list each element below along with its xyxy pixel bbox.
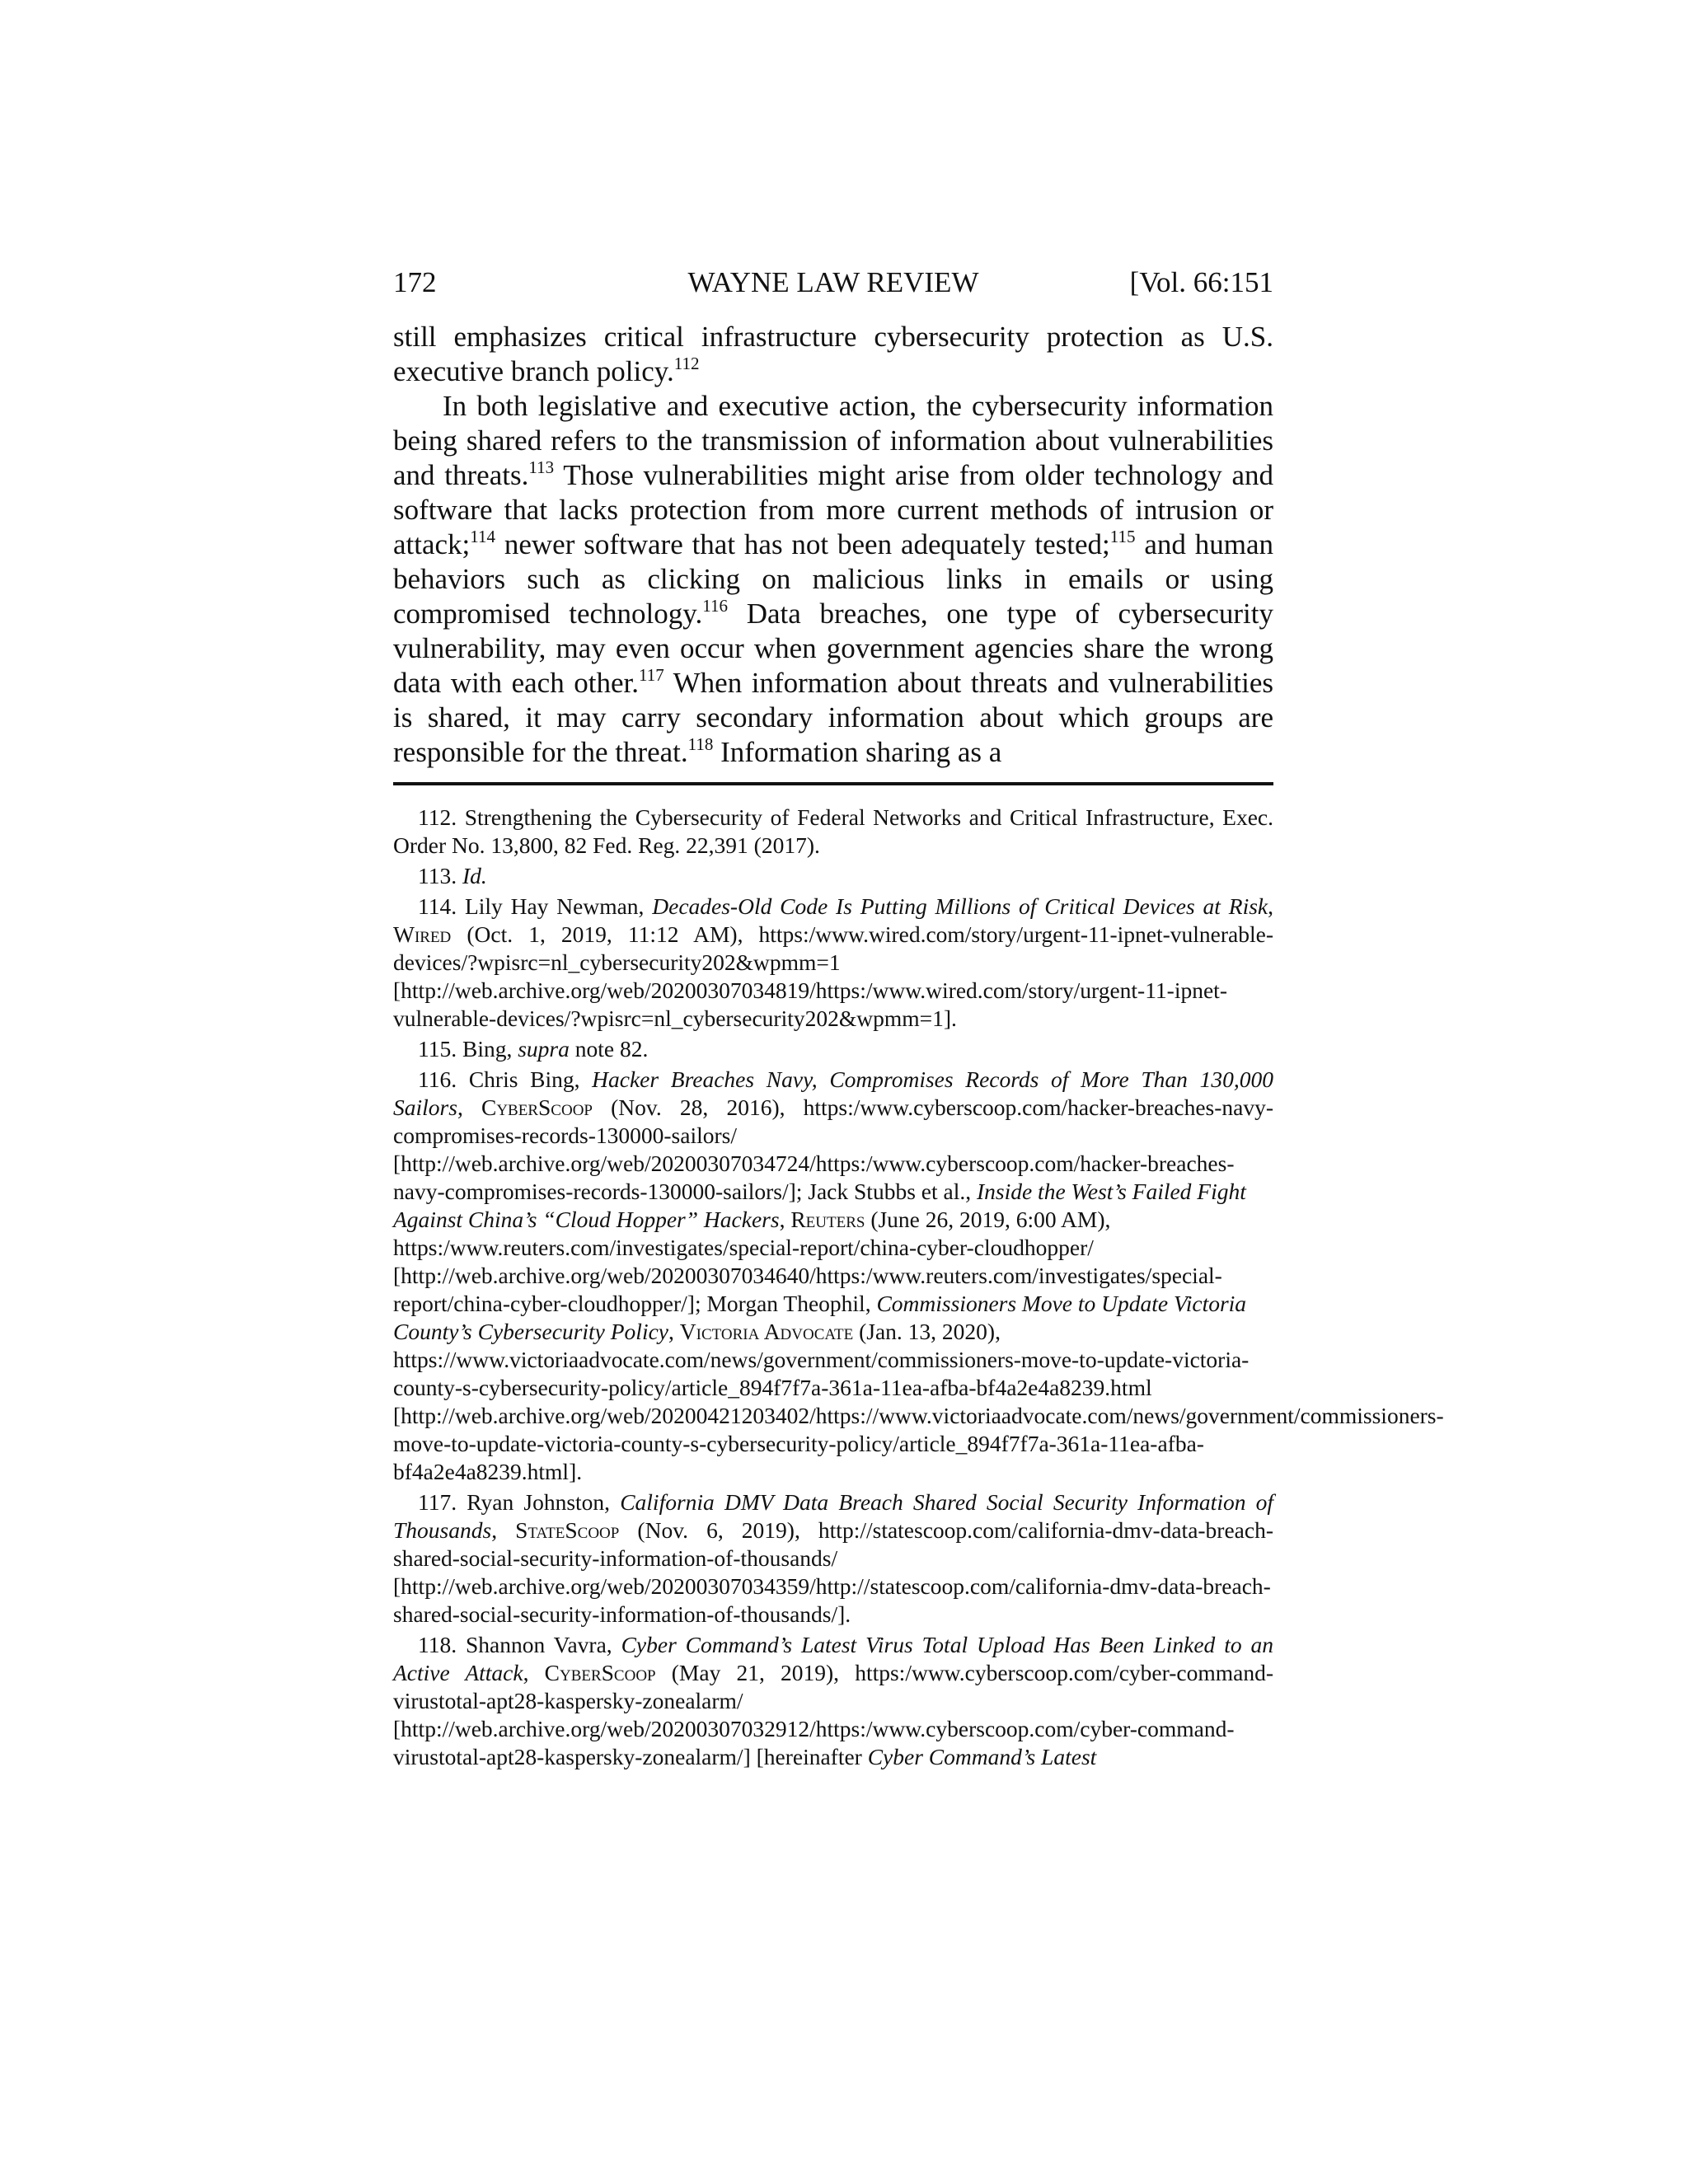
journal-title: WAYNE LAW REVIEW	[687, 266, 979, 298]
sentence: newer software that has not been adequately tested;	[495, 528, 1110, 560]
footnote-author: Shannon Vavra,	[466, 1632, 621, 1657]
footnote-text: note 82.	[569, 1036, 649, 1062]
footnote-117	[393, 1488, 1273, 1629]
footnote-number: 113.	[418, 863, 457, 888]
footnote-number: 114.	[418, 893, 457, 919]
separator: ,	[668, 1319, 680, 1344]
separator: ,	[491, 1517, 516, 1543]
paragraph-continued	[393, 320, 1273, 389]
footnote-author: Chris Bing,	[468, 1066, 593, 1092]
footnote-source: Victoria Advocate	[679, 1319, 854, 1344]
footnote-ref-117: 117	[639, 665, 664, 685]
footnote-title: Hacker Breaches Navy, Compromises Records of More Than 130,000 Sailors	[393, 1066, 1274, 1120]
footnote-citation: (Nov. 28, 2016), https:/www.cyberscoop.com/hacker-breaches-navy-compromises-records-130000-sailors/	[393, 1094, 1274, 1148]
sentence: Those vulnerabilities might arise from older technology and software that lacks protection from more current methods of intrusion or attack;	[393, 459, 1274, 560]
footnote-title: Commissioners Move to Update Victoria County’s Cybersecurity Policy	[393, 1291, 1247, 1344]
footnote-ref-112: 112	[673, 354, 700, 373]
footnote-number: 117.	[418, 1489, 457, 1515]
footnote-archive-link[interactable]: [http://web.archive.org/web/20200307034819/https:/www.wired.com/story/urgent-11-ipnet-vulnerable-devices/?wpisrc=nl_cybersecurity202&wpmm=1].	[393, 977, 1227, 1031]
footnote-archive-link[interactable]: [http://web.archive.org/web/20200307034724/https:/www.cyberscoop.com/hacker-breaches-navy-compromises-records-130000-sailors/]; Jack Stubbs et al.,	[393, 1151, 1235, 1204]
separator: ,	[779, 1207, 791, 1232]
footnote-text: Strengthening the Cybersecurity of Federal Networks and Critical Infrastructure, Exec. Order No. 13,800, 82 Fed. Reg. 22,391 (2017).	[393, 804, 1273, 858]
footnote-number: 115.	[418, 1036, 457, 1062]
sentence: When information about threats and vulnerabilities is shared, it may carry secondary information about which groups are responsible for the threat.	[393, 667, 1273, 768]
footnote-113	[393, 862, 1273, 890]
footnote-text: Bing,	[462, 1036, 518, 1062]
footnote-114	[393, 893, 1273, 1033]
volume-citation: [Vol. 66:151	[1129, 266, 1273, 298]
footnote-source: Wired	[393, 921, 452, 947]
footnote-author: Ryan Johnston,	[467, 1489, 621, 1515]
footnote-citation: (Nov. 6, 2019), http://statescoop.com/california-dmv-data-breach-shared-social-security-information-of-thousands/	[393, 1517, 1273, 1571]
footnote-number: 118.	[418, 1632, 457, 1657]
separator: ,	[1268, 893, 1273, 919]
footnote-ref-118: 118	[687, 734, 714, 754]
paragraph-text: still emphasizes critical infrastructure cybersecurity protection as U.S. executive branch policy.	[393, 321, 1273, 387]
main-text	[393, 320, 1273, 770]
footnote-ref-113: 113	[528, 457, 555, 477]
footnote-short-title: Cyber Command’s Latest	[867, 1744, 1097, 1769]
footnote-ref-114: 114	[470, 527, 496, 546]
footnote-archive-link[interactable]: [http://web.archive.org/web/20200421203402/https://www.victoriaadvocate.com/news/government/commissioners-move-to-update-victoria-county-s-cybersecurity-policy/article_894f7f7a-361a-11ea-afba-bf4a2e4a8239.html].	[393, 1403, 1444, 1484]
sentence: and human behaviors such as clicking on malicious links in emails or using compromised technology.	[393, 528, 1273, 630]
footnote-source: CyberScoop	[481, 1094, 593, 1120]
footnote-archive-continued	[393, 1150, 1273, 1402]
sentence: Information sharing as a	[713, 736, 1002, 768]
footnote-116	[393, 1066, 1444, 1486]
footnote-citation: (Oct. 1, 2019, 11:12 AM), https:/www.wired.com/story/urgent-11-ipnet-vulnerable-devices/?wpisrc=nl_cybersecurity202&wpmm=1	[393, 921, 1273, 975]
footnote-author: Lily Hay Newman,	[464, 893, 653, 919]
footnotes	[393, 804, 1444, 1771]
footnote-number: 116.	[418, 1066, 457, 1092]
footnote-divider	[393, 782, 1273, 785]
footnote-118	[393, 1631, 1273, 1771]
separator: ,	[457, 1094, 481, 1120]
footnote-title: Cyber Command’s Latest Virus Total Upload Has Been Linked to an Active Attack	[393, 1632, 1273, 1685]
footnote-source: Reuters	[790, 1207, 865, 1232]
footnote-archive-link[interactable]: [http://web.archive.org/web/20200307034359/http://statescoop.com/california-dmv-data-breach-shared-social-security-information-of-thousands/].	[393, 1573, 1271, 1627]
footnote-citation: (Jan. 13, 2020), https://www.victoriaadvocate.com/news/government/commissioners-move-to-update-victoria-county-s-cybersecurity-policy/article_894f7f7a-361a-11ea-afba-bf4a2e4a8239.html	[393, 1319, 1250, 1400]
footnote-source: StateScoop	[515, 1517, 620, 1543]
footnote-citation: (June 26, 2019, 6:00 AM), https:/www.reuters.com/investigates/special-report/china-cyber-cloudhopper/ [http://web.archive.org/web/20200307034640/https:/www.reuters.com/investigates/special-report/china-cyber-cloudhopper/]; Morgan Theophil,	[393, 1207, 1222, 1316]
footnote-archive-continued	[393, 1715, 1273, 1771]
footnote-number: 112.	[418, 804, 457, 830]
footnote-archive-link[interactable]: [http://web.archive.org/web/20200307032912/https:/www.cyberscoop.com/cyber-command-virustotal-apt28-kaspersky-zonealarm/] [hereinafter	[393, 1716, 1235, 1769]
running-header	[393, 262, 1273, 303]
footnote-ref-115: 115	[1109, 527, 1136, 546]
footnote-title: Decades-Old Code Is Putting Millions of Critical Devices at Risk	[652, 893, 1268, 919]
footnote-id: Id.	[462, 863, 487, 888]
separator: ,	[523, 1660, 545, 1685]
footnote-ref-116: 116	[702, 596, 728, 616]
footnote-source: CyberScoop	[544, 1660, 656, 1685]
footnote-title: Inside the West’s Failed Fight Against China’s “Cloud Hopper” Hackers	[393, 1179, 1246, 1232]
footnote-title: California DMV Data Breach Shared Social Security Information of Thousands	[393, 1489, 1274, 1543]
sentence: In both legislative and executive action, the cybersecurity information being shared refers to the transmission of information about vulnerabilities and threats.	[393, 390, 1273, 491]
footnote-112	[393, 804, 1273, 860]
paragraph-information-sharing	[393, 389, 1273, 770]
sentence: Data breaches, one type of cybersecurity vulnerability, may even occur when government agencies share the wrong data with each other.	[393, 598, 1273, 699]
footnote-citation: (May 21, 2019), https:/www.cyberscoop.com/cyber-command-virustotal-apt28-kaspersky-zonealarm/	[393, 1660, 1273, 1713]
page-number: 172	[393, 266, 437, 298]
footnote-115	[393, 1035, 1273, 1063]
law-review-page	[393, 262, 1444, 1774]
footnote-supra: supra	[518, 1036, 570, 1062]
